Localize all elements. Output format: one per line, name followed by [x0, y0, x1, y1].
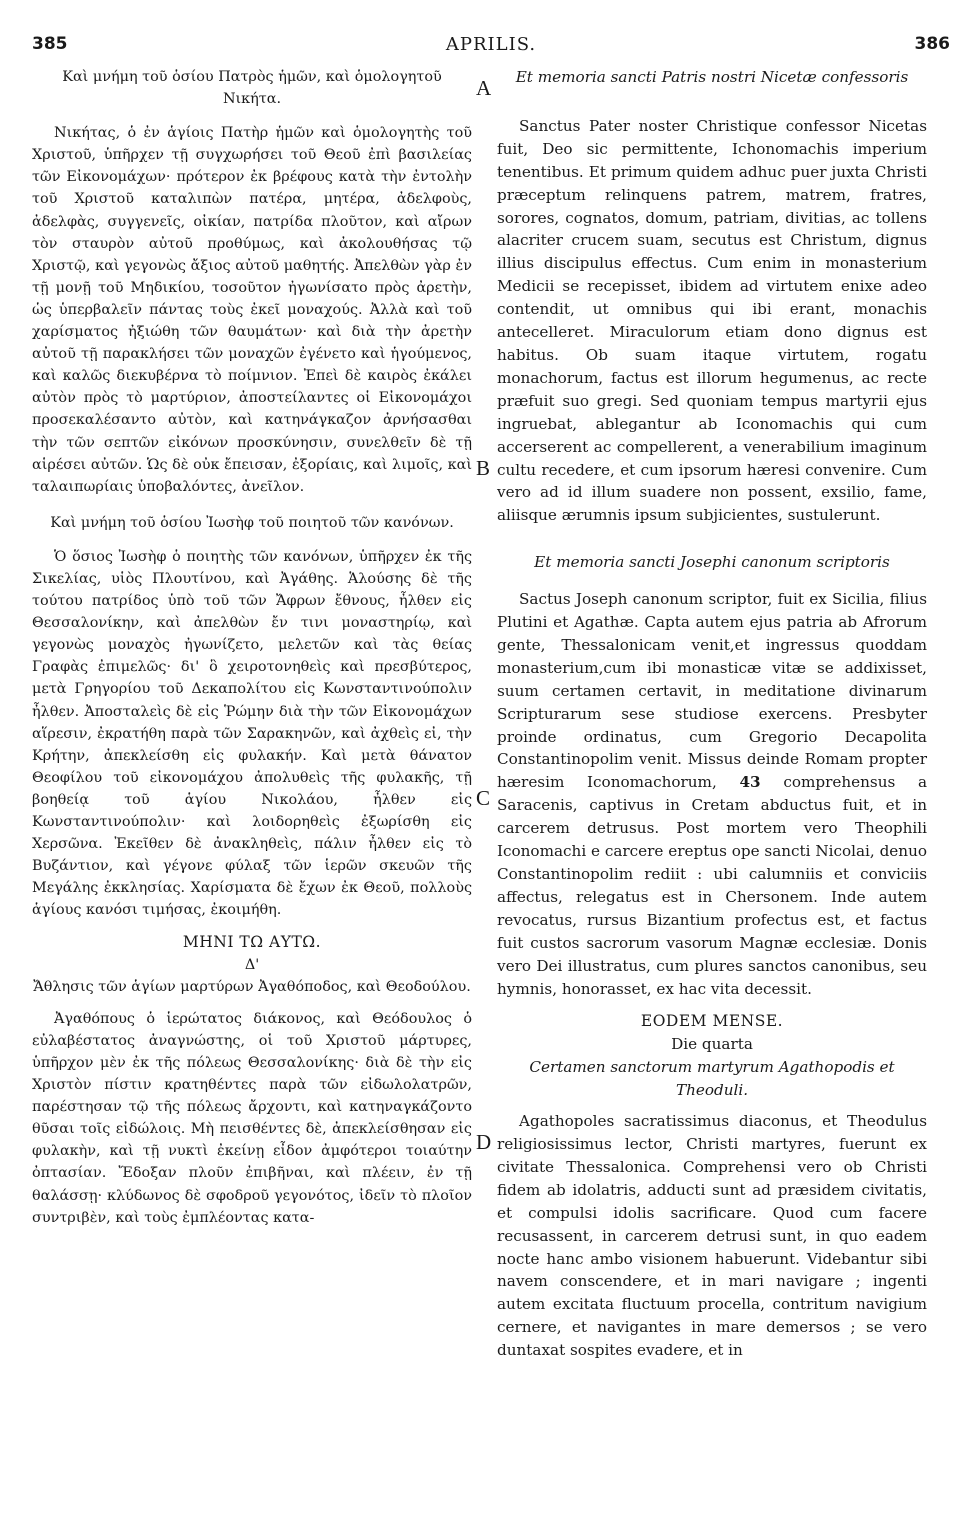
right-page-number: 386 [914, 34, 950, 54]
latin-text-niketas: Sanctus Pater noster Christique confessor Nicetas fuit, Deo sic permittente, Ichonomachis imperium tenentibus. Et primum quidem adhuc puer juxta Christi præceptum relinquens patrem, matrem, fratres, sorores, cognatos, domum, patriam, divitias, ac tollens alacriter crucem suam, secutus est Christum, dignus illius discipulus effectus. Cum enim in monasterium Medicii se recepisset, ibidem ad virtutem enixe adeo contendit, ut omnibus qui ibi erant, monachis antecelleret. Miraculorum etiam dono dignus est habitus. Ob suam itaque virtutem, rogatu monachorum, factus est illorum hegumenus, ac recte præfuit suo gregi. Sed quoniam tempus martyrii ejus ingruebat, ablegantur ab Iconomachis qui cum accerserent ac compellerent, a venerabilium imaginum cultu recedere, et cum ipsorum hæresi convenire. Cum vero ad id illum suadere non possent, exsilio, fame, aliisque ærumnis ipsum subjicientes, sustulerunt. [497, 116, 927, 525]
margin-letter-c: C [476, 786, 491, 810]
greek-heading-agathopus: Ἄθλησις τῶν ἁγίων μαρτύρων Ἀγαθόποδος, καὶ Θεοδούλου. [33, 978, 471, 995]
greek-month-heading: ΜΗΝΙ ΤΩ ΑΥΤΩ. [182, 933, 322, 952]
latin-text-joseph-part1: Sactus Joseph canonum scriptor, fuit ex Sicilia, filius Plutini et Agathæ. Capta autem ejus patria ab Afrorum gente, Thessalonicam venit,et ingressus quoddam monasterium,cum ibi monasticæ vitæ se addixisset, suum certamen certavit, in meditatione divinarum Scripturarum sese studiose exercens. Presbyter proinde ordinatus, cum Gregorio Decapolita Constantinopolim venit. Missus deinde Romam propter hæresim Iconomachorum, [497, 590, 927, 792]
greek-column [32, 66, 472, 1229]
latin-day-heading: Die quarta [671, 1035, 753, 1054]
column-number: 43 [739, 773, 761, 792]
greek-text-joseph: Ὁ ὅσιος Ἰωσὴφ ὁ ποιητὴς τῶν κανόνων, ὑπῆρχεν ἐκ τῆς Σικελίας, υἱὸς Πλουτίνου, καὶ Ἀγάθης. Ἁλούσης δὲ τῆς τούτου πατρίδος ὑπὸ τοῦ τῶν Ἄφρων ἔθνους, ἦλθεν εἰς Θεσσαλονίκην, καὶ ἀπελθὼν ἔν τινι μοναστηρίῳ, καὶ γεγονὼς μοναχὸς ἠγωνίζετο, μελετῶν καὶ τὰς θείας Γραφὰς ἐπιμελῶς· δι' ὃ χειροτονηθεὶς καὶ πρεσβύτερος, μετὰ Γρηγορίου τοῦ Δεκαπολίτου εἰς Κωνσταντινούπολιν ἦλθεν. Ἀποσταλεὶς δὲ εἰς Ῥώμην διὰ τὴν τῶν Εἰκονομάχων αἵρεσιν, ἐκρατήθη παρὰ τῶν Σαρακηνῶν, καὶ ἀχθεὶς εἰ, τὴν Κρήτην, ἀπεκλείσθη εἰς φυλακήν. Καὶ μετὰ θάνατον Θεοφίλου τοῦ εἰκονομάχου ἀπολυθεὶς τῆς φυλακῆς, τῇ βοηθείᾳ τοῦ ἁγίου Νικολάου, ἦλθεν εἰς Κωνσταντινούπολιν· καὶ λοιδορηθεὶς ἐξωρίσθη εἰς Χερσῶνα. Ἐκεῖθεν δὲ ἀνακληθεὶς, πάλιν ἦλθεν εἰς τὸ Βυζάντιον, καὶ γέγονε φύλαξ τῶν ἱερῶν σκευῶν τῆς Μεγάλης ἐκκλησίας. Χαρίσματα δὲ ἔχων ἐκ Θεοῦ, πολλοὺς ἁγίους κανόσι τιμήσας, ἐκοιμήθη. [32, 548, 472, 919]
latin-text-joseph-part2: comprehensus a Saracenis, captivus in Cretam abductus fuit, et in carcerem detrusus. Post mortem vero Theophili Iconomachi e carcere ereptus ope sancti Nicolai, denuo Constantinopolim rediit : ubi calumniis et conviciis affectus, relegatus est in Chersonem. Inde autem revocatus, rursus Bizantium profectus est, et factus fuit custos sacrorum vasorum Magnæ ecclesiæ. Donis vero Dei illustratus, cum plures sanctos canonibus, seu hymnis, honorasset, ex hac vita decessit. [497, 773, 928, 998]
greek-text-niketas: Νικήτας, ὁ ἐν ἁγίοις Πατὴρ ἡμῶν καὶ ὁμολογητὴς τοῦ Χριστοῦ, ὑπῆρχεν τῇ συγχωρήσει τοῦ Θεοῦ ἐπὶ βασιλείας τῶν Εἰκονομάχων· πρότερον ἐκ βρέφους κατὰ τὴν ἐντολὴν τοῦ Χριστοῦ καταλιπὼν πατέρα, μητέρα, ἀδελφοὺς, ἀδελφὰς, συγγενεῖς, οἰκίαν, πατρίδα πλοῦτον, καὶ αἴρων τὸν σταυρὸν αὐτοῦ προθύμως, καὶ ἀκολουθήσας τῷ Χριστῷ, καὶ γεγονὼς ἄξιος αὐτοῦ μαθητής. Ἀπελθὼν γὰρ ἐν τῇ μονῇ τοῦ Μηδικίου, τοσοῦτον ἠγωνίσατο πρὸς ἀρετὴν, ὡς ὑπερβαλεῖν πάντας τοὺς ἐκεῖ μοναχούς. Ἀλλὰ καὶ τοῦ χαρίσματος ἠξιώθη τῶν θαυμάτων· καὶ διὰ τὴν ἀρετὴν αὐτοῦ τῇ παρακλήσει τῶν μοναχῶν ἐγένετο καὶ ἡγούμενος, καὶ καλῶς διεκυβέρνα τὸ ποίμνιον. Ἐπεὶ δὲ καιρὸς ἐκάλει αὐτὸν πρὸς τὸ μαρτύριον, ἀποστείλαντες οἱ Εἰκονομάχοι προσεκαλέσαντο αὐτὸν, καὶ κατηνάγκαζον ἀρνήσασθαι τὴν τῶν σεπτῶν εἰκόνων προσκύνησιν, συνελθεῖν δὲ τῇ αἱρέσει αὐτῶν. Ὡς δὲ οὐκ ἔπεισαν, ἐξορίαις, καὶ λιμοῖς, καὶ ταλαιπωρίαις ὑποβαλόντες, ἀνεῖλον. [32, 125, 472, 495]
greek-text-agathopus: Ἀγαθόπους ὁ ἱερώτατος διάκονος, καὶ Θεόδουλος ὁ εὐλαβέστατος ἀναγνώστης, οἱ τοῦ Χριστοῦ μάρτυρες, ὑπῆρχον μὲν ἐκ τῆς πόλεως Θεσσαλονίκης· διὰ δὲ τὴν εἰς Χριστὸν πίστιν κρατηθέντες παρὰ τῶν εἰδωλολατρῶν, παρέστησαν τῷ τῆς πόλεως ἄρχοντι, καὶ κατηναγκάζοντο θῦσαι τοῖς εἰδώλοις. Μὴ πεισθέντες δὲ, ἀπεκλείσθησαν εἰς φυλακὴν, καὶ τῇ νυκτὶ ἐκείνῃ εἶδον ἀμφότεροι τοιαύτην ὀπτασίαν. Ἔδοξαν πλοῦν ἐπιβῆναι, καὶ πλέειν, ἐν τῇ θαλάσσῃ· κλύδωνος δὲ σφοδροῦ γεγονότος, ἰδεῖν τὸ πλοῖον συντριβὲν, καὶ τοὺς ἐμπλέοντας κατα- [32, 1010, 472, 1226]
latin-heading-agathopus: Certamen sanctorum martyrum Agathopodis et Theoduli. [529, 1058, 895, 1100]
margin-letter-d: D [476, 1130, 492, 1154]
latin-month-heading: EODEM MENSE. [640, 1012, 784, 1031]
latin-heading-niketas: Et memoria sancti Patris nostri Nicetæ confessoris [515, 68, 909, 86]
greek-heading-niketas: Καὶ μνήμη τοῦ ὁσίου Πατρὸς ἡμῶν, καὶ ὁμολογητοῦ Νικήτα. [62, 69, 442, 108]
running-title: APRILIS. [445, 34, 537, 55]
latin-text-agathopus: Agathopoles sacratissimus diaconus, et Theodulus religiosissimus lector, Christi martyres, fuerunt ex civitate Thessalonica. Comprehensi vero ob Christi fidem ab idolatris, adducti sunt ad præsidem civitatis, et compulsi idolis sacrificare. Quod cum facere recusassent, in carcerem detrusi sunt, in quo eadem nocte hanc ambo visionem habuerunt. Videbantur sibi navem conscendere, et in mari navigare ; ingenti autem excitata fluctuum procella, contritum navigium cernere, et navigantes in mare demersos ; se vero duntaxat sospites evadere, et in [497, 1112, 927, 1360]
page-header [32, 34, 950, 60]
greek-heading-joseph: Καὶ μνήμη τοῦ ὁσίου Ἰωσὴφ τοῦ ποιητοῦ τῶν κανόνων. [50, 514, 454, 531]
latin-column [497, 66, 927, 1362]
margin-letter-b: B [476, 456, 491, 480]
left-page-number: 385 [32, 34, 68, 54]
greek-day-heading: Δ' [244, 956, 260, 973]
latin-text-joseph [497, 588, 927, 1000]
margin-letter-a: A [476, 76, 492, 100]
latin-heading-joseph: Et memoria sancti Josephi canonum scriptoris [534, 553, 890, 572]
